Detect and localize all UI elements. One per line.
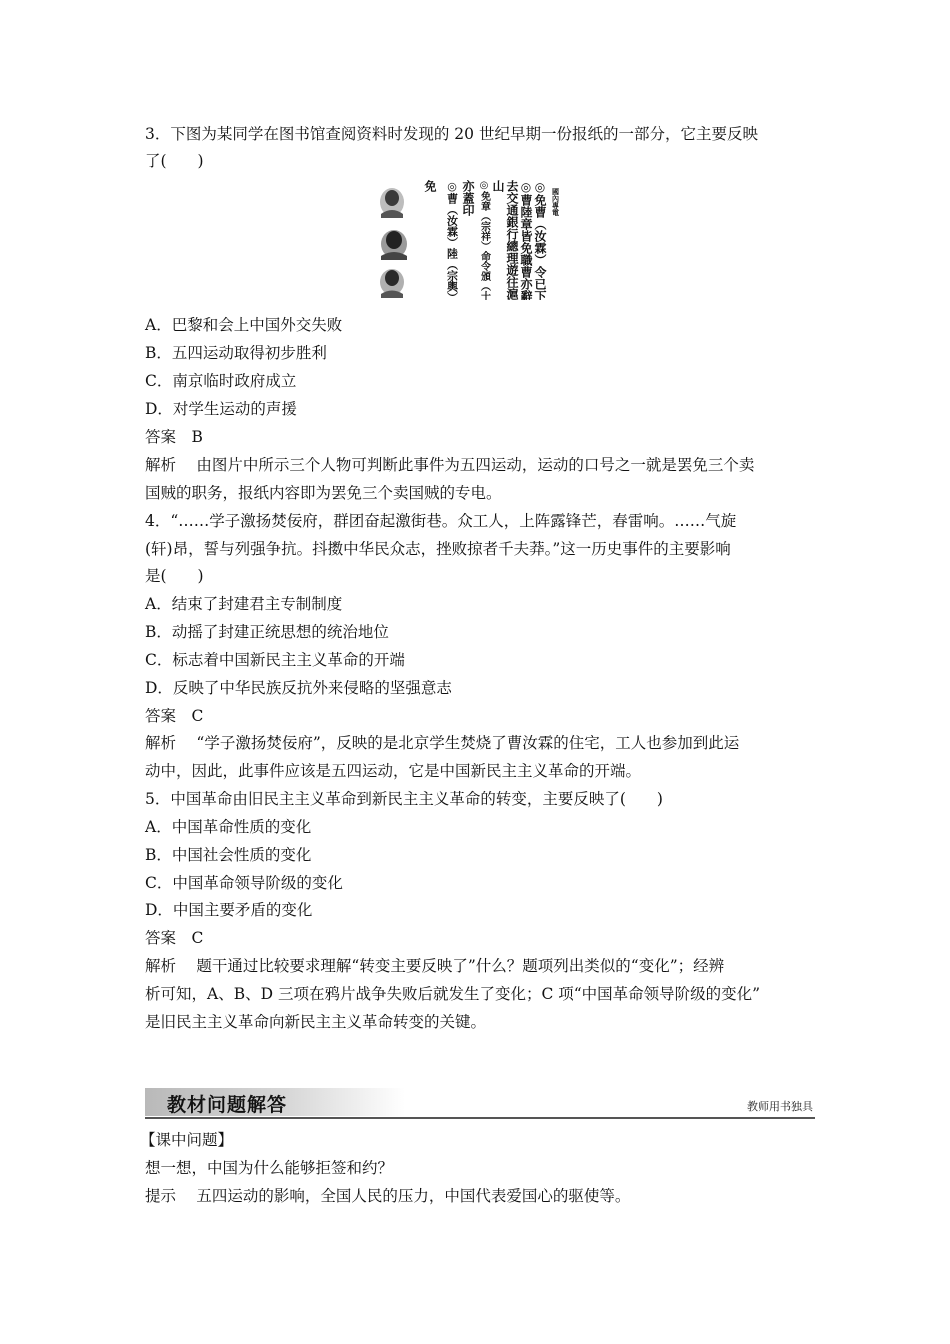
classroom-question: 想一想，中国为什么能够拒签和约？ — [145, 1159, 394, 1177]
q4-option-c: C．标志着中国新民主主义革命的开端 — [145, 651, 405, 669]
newspaper-column-7: ◎曹（汝霖）陸（宗輿）即日能 — [445, 180, 459, 300]
portrait-3 — [380, 269, 404, 298]
q3-option-c: C．南京临时政府成立 — [145, 372, 297, 390]
q5-option-d: D．中国主要矛盾的变化 — [145, 901, 313, 919]
newspaper-column-4: 山 — [491, 180, 505, 192]
q5-option-a: A．中国革命性质的变化 — [145, 818, 312, 836]
q3-stem-line2: 了( ) — [145, 152, 204, 170]
newspaper-column-3: 去交通銀行總理遊往滬 — [505, 180, 519, 300]
section-tag: 教师用书独具 — [747, 1100, 813, 1113]
q4-stem-line1: 4．“……学子激扬焚佞府，群团奋起激街巷。众工人，上阵露锋芒，春雷响。……气旋 — [145, 512, 737, 530]
q4-option-a: A．结束了封建君主专制制度 — [145, 595, 343, 613]
q3-stem-line1: 3．下图为某同学在图书馆查阅资料时发现的 20 世纪早期一份报纸的一部分，它主要反映 — [145, 125, 758, 143]
newspaper-column-8: 免 — [423, 180, 437, 192]
q4-option-d: D．反映了中华民族反抗外来侵略的坚强意志 — [145, 679, 452, 697]
q5-option-b: B．中国社会性质的变化 — [145, 846, 312, 864]
q3-option-b: B．五四运动取得初步胜利 — [145, 344, 327, 362]
newspaper-clipping-image — [378, 178, 564, 300]
q5-option-c: C．中国革命领导阶级的变化 — [145, 874, 343, 892]
q4-stem-line2: (轩)昂，誓与列强争抗。抖擞中华民众志，挫败掠者千夫莽。”这一历史事件的主要影响 — [145, 540, 731, 558]
portrait-1 — [380, 188, 404, 218]
newspaper-header: 國內專電 — [551, 188, 561, 216]
portrait-2 — [381, 230, 407, 260]
section-title: 教材问题解答 — [167, 1094, 288, 1116]
classroom-hint: 提示 五四运动的影响，全国人民的压力，中国代表爱国心的驱使等。 — [145, 1187, 631, 1205]
newspaper-column-2: ◎曹陸章皆免職曹亦辭 — [519, 180, 533, 300]
classroom-heading: 【课中问题】 — [140, 1131, 234, 1149]
q5-answer: 答案 C — [145, 929, 204, 947]
q4-answer: 答案 C — [145, 707, 204, 725]
q4-analysis-line2: 动中，因此，此事件应该是五四运动，它是中国新民主主义革命的开端。 — [145, 762, 642, 780]
newspaper-column-6: 亦蓋印 — [461, 180, 475, 216]
q4-analysis-line1: 解析 “学子激扬焚佞府”，反映的是北京学生焚烧了曹汝霖的住宅，工人也参加到此运 — [145, 734, 740, 752]
q3-option-d: D．对学生运动的声援 — [145, 400, 297, 418]
newspaper-column-1: ◎免曹（汝霖）令已下 — [533, 180, 547, 300]
q5-analysis-line3: 是旧民主主义革命向新民主主义革命转变的关键。 — [145, 1013, 487, 1031]
q4-stem-line3: 是( ) — [145, 567, 204, 585]
q5-stem-line1: 5．中国革命由旧民主主义革命到新民主主义革命的转变，主要反映了( ) — [145, 790, 663, 808]
q5-analysis-line2: 析可知，A、B、D 三项在鸦片战争失败后就发生了变化；C 项“中国革命领导阶级的变化” — [145, 985, 761, 1003]
q3-analysis-line2: 国贼的职务，报纸内容即为罢免三个卖国贼的专电。 — [145, 484, 502, 502]
q3-analysis-line1: 解析 由图片中所示三个人物可判断此事件为五四运动，运动的口号之一就是罢免三个卖 — [145, 456, 755, 474]
q3-option-a: A．巴黎和会上中国外交失败 — [145, 316, 343, 334]
newspaper-clipping-svg — [378, 178, 564, 300]
newspaper-column-5: ◎免章（宗祥）命令頒（十日） — [478, 180, 490, 300]
section-rule — [145, 1117, 815, 1119]
section-header — [145, 1088, 815, 1118]
q4-option-b: B．动摇了封建正统思想的统治地位 — [145, 623, 389, 641]
q3-answer: 答案 B — [145, 428, 203, 446]
q5-analysis-line1: 解析 题干通过比较要求理解“转变主要反映了”什么？题项列出类似的“变化”；经辨 — [145, 957, 725, 975]
